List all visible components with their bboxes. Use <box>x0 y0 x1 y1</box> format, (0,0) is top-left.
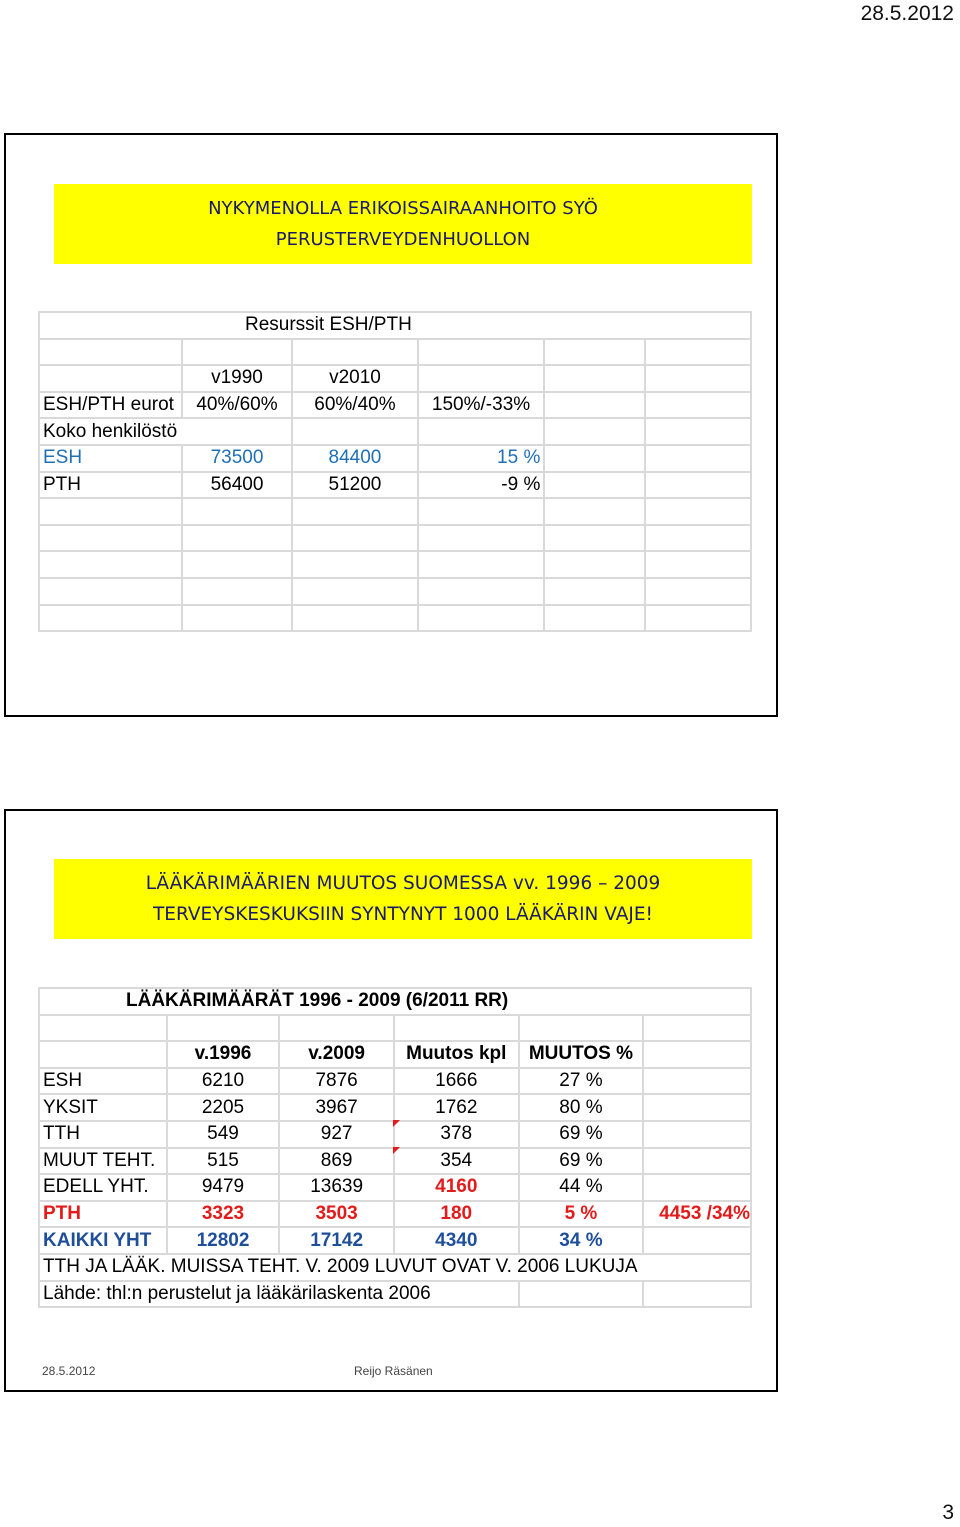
table-row <box>39 312 751 339</box>
table-row <box>39 988 751 1015</box>
cell: 1666 <box>394 1068 519 1095</box>
cell: 1762 <box>394 1094 519 1121</box>
slide-2-title-line-2: TERVEYSKESKUKSIIN SYNTYNYT 1000 LÄÄKÄRIN VAJE! <box>153 904 653 925</box>
row-label: ESH <box>39 1068 167 1095</box>
table-row <box>39 1201 751 1228</box>
table-header-row <box>39 365 751 392</box>
doctors-table-title: LÄÄKÄRIMÄÄRÄT 1996 - 2009 (6/2011 RR) <box>39 988 751 1015</box>
row-label: TTH <box>39 1121 167 1148</box>
page-number: 3 <box>942 1501 954 1524</box>
cell-comment-marker: 354 <box>394 1148 519 1175</box>
row-label: ESH <box>39 445 182 472</box>
table-row <box>39 1068 751 1095</box>
cell: 4160 <box>394 1174 519 1201</box>
page-date: 28.5.2012 <box>860 2 954 25</box>
cell: -9 % <box>418 472 545 499</box>
cell: 5 % <box>519 1201 644 1228</box>
cell: 80 % <box>519 1094 644 1121</box>
cell: 180 <box>394 1201 519 1228</box>
header-change-count: Muutos kpl <box>394 1041 519 1068</box>
header-change-percent: MUUTOS % <box>519 1041 644 1068</box>
cell-comment-marker: 378 <box>394 1121 519 1148</box>
slide-1-title-line-1: NYKYMENOLLA ERIKOISSAIRAANHOITO SYÖ <box>208 198 598 219</box>
cell: 69 % <box>519 1148 644 1175</box>
table-source: Lähde: thl:n perustelut ja lääkärilaskenta 2006 <box>39 1281 519 1308</box>
row-label: MUUT TEHT. <box>39 1148 167 1175</box>
cell: 27 % <box>519 1068 644 1095</box>
cell: 56400 <box>182 472 292 499</box>
slide-2 <box>4 809 778 1392</box>
table-row <box>39 1148 751 1175</box>
table-row <box>39 1121 751 1148</box>
table-row <box>39 1094 751 1121</box>
table-row <box>39 551 751 578</box>
table-header-row <box>39 1041 751 1068</box>
cell: 17142 <box>279 1227 394 1254</box>
cell: 40%/60% <box>182 392 292 419</box>
row-label: ESH/PTH eurot <box>39 392 182 419</box>
cell: 73500 <box>182 445 292 472</box>
cell: 927 <box>279 1121 394 1148</box>
slide-2-title-line-1: LÄÄKÄRIMÄÄRIEN MUUTOS SUOMESSA vv. 1996 – 2009 <box>145 873 661 894</box>
cell: 15 % <box>418 445 545 472</box>
slide-1-title-banner <box>54 184 752 264</box>
cell: 515 <box>167 1148 280 1175</box>
table-row <box>39 498 751 525</box>
cell: 2205 <box>167 1094 280 1121</box>
table-row <box>39 1227 751 1254</box>
cell: 60%/40% <box>292 392 418 419</box>
table-row <box>39 472 751 499</box>
cell: 69 % <box>519 1121 644 1148</box>
table-row <box>39 1254 751 1281</box>
table-row <box>39 339 751 366</box>
header-v1996: v.1996 <box>167 1041 280 1068</box>
doctors-table <box>38 987 752 1308</box>
cell: 6210 <box>167 1068 280 1095</box>
cell: 51200 <box>292 472 418 499</box>
row-label: KAIKKI YHT <box>39 1227 167 1254</box>
slide-footer-date: 28.5.2012 <box>42 1364 96 1378</box>
table-row <box>39 605 751 632</box>
cell: 4340 <box>394 1227 519 1254</box>
table-row <box>39 1281 751 1308</box>
header-v1990: v1990 <box>182 365 292 392</box>
cell: 869 <box>279 1148 394 1175</box>
cell: 3323 <box>167 1201 280 1228</box>
row-label: YKSIT <box>39 1094 167 1121</box>
row-label: PTH <box>39 472 182 499</box>
cell: 3967 <box>279 1094 394 1121</box>
table-row <box>39 578 751 605</box>
table-row <box>39 392 751 419</box>
slide-2-title-banner <box>54 859 752 939</box>
cell: 4453 /34% <box>643 1201 751 1228</box>
cell: 13639 <box>279 1174 394 1201</box>
slide-footer-author: Reijo Räsänen <box>354 1364 433 1378</box>
row-label: EDELL YHT. <box>39 1174 167 1201</box>
row-label: PTH <box>39 1201 167 1228</box>
table-row <box>39 1015 751 1042</box>
slide-1-title-line-2: PERUSTERVEYDENHUOLLON <box>275 229 531 250</box>
table-row <box>39 418 751 445</box>
resources-table <box>38 311 752 632</box>
row-label: Koko henkilöstö <box>39 418 292 445</box>
cell: 7876 <box>279 1068 394 1095</box>
header-v2010: v2010 <box>292 365 418 392</box>
cell: 44 % <box>519 1174 644 1201</box>
cell: 549 <box>167 1121 280 1148</box>
cell: 12802 <box>167 1227 280 1254</box>
cell: 9479 <box>167 1174 280 1201</box>
slide-1 <box>4 133 778 717</box>
table-row <box>39 1174 751 1201</box>
cell: 34 % <box>519 1227 644 1254</box>
cell: 150%/-33% <box>418 392 545 419</box>
header-v2009: v.2009 <box>279 1041 394 1068</box>
table-note: TTH JA LÄÄK. MUISSA TEHT. V. 2009 LUVUT OVAT V. 2006 LUKUJA <box>39 1254 751 1281</box>
cell: 3503 <box>279 1201 394 1228</box>
cell: 84400 <box>292 445 418 472</box>
table-row <box>39 525 751 552</box>
resources-table-title: Resurssit ESH/PTH <box>39 312 751 339</box>
table-row <box>39 445 751 472</box>
